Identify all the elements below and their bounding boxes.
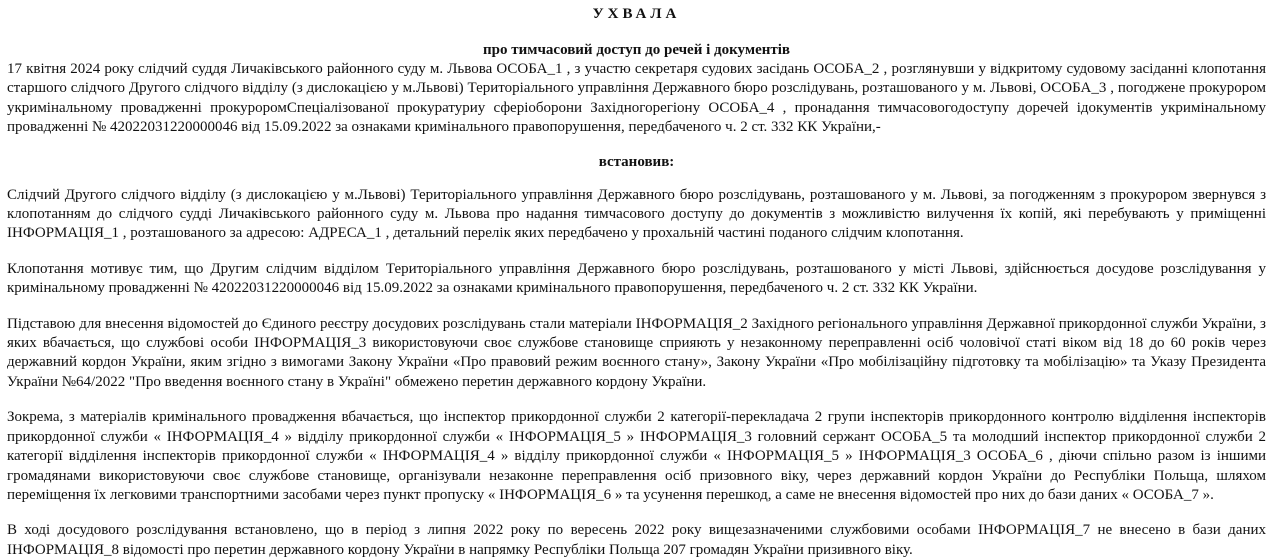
paragraph-1: Слідчий Другого слідчого відділу (з дислокацією у м.Львові) Територіального управління Державного бюро розслідувань, розташованого у м. Львові, за погодженням з прокурором звернувся з клопотанням до слідчого судді Личаківського районного суду м. Львова про надання тимчасового доступу до документів з можливістю вилучення їх копій, які перебувають у приміщенні ІНФОРМАЦІЯ_1 , розташованого за адресою: АДРЕСА_1 , детальний перелік яких передбачено у прохальній частині поданого слідчим клопотання. [7,186,1266,242]
document-title: УХВАЛА [592,6,681,22]
paragraph-5: В ході досудового розслідування встановлено, що в період з липня 2022 року по вересень 2022 року вищезазначеними службовими особами ІНФОРМАЦІЯ_7 не внесено в бази даних ІНФОРМАЦІЯ_8 відомості про перетин державного кордону України в напрямку Республіки Польща 207 громадян України призивного віку. [7,522,1266,558]
document-subtitle: про тимчасовий доступ до речей і документів [482,42,791,58]
intro-paragraph: 17 квітня 2024 року слідчий суддя Личаківського районного суду м. Львова ОСОБА_1 , з участю секретаря судових засідань ОСОБА_2 , розглянувши у відкритому судовому засіданні клопотання старшого слідчого Другого слідчого відділу (з дислокацією у м.Львові) Територіального управління Державного бюро розслідувань, розташованого у м. Львові, ОСОБА_3 , погоджене прокурором укримінальному провадженні прокуроромСпеціалізованої прокуратуриу сферіоборони Західногорегіону ОСОБА_4 , пронадання тимчасовогодоступу доречей ідокументів укримінальному провадженні № 42022031220000046 від 15.09.2022 за ознаками кримінального правопорушення, передбаченого ч. 2 ст. 332 КК України,- [7,61,1266,136]
paragraph-2: Клопотання мотивує тим, що Другим слідчим відділом Територіального управління Державного бюро розслідувань, розташованого у місті Львові, здійснюється досудове розслідування у кримінальному провадженні № 42022031220000046 від 15.09.2022 за ознаками кримінального правопорушення, передбаченого ч. 2 ст. 332 КК України. [7,260,1266,297]
paragraph-4: Зокрема, з матеріалів кримінального провадження вбачається, що інспектор прикордонної служби 2 категорії-перекладача 2 групи інспекторів прикордонного контролю відділення інспекторів прикордонної служби « ІНФОРМАЦІЯ_4 » відділу прикордонної служби « ІНФОРМАЦІЯ_5 » ІНФОРМАЦІЯ_3 головний сержант ОСОБА_5 та молодший інспектор прикордонної служби 2 категорії відділення інспекторів прикордонної служби « ІНФОРМАЦІЯ_4 » відділу прикордонної служби « ІНФОРМАЦІЯ_5 » ІНФОРМАЦІЯ_3 ОСОБА_6 , діючи спільно разом із іншими громадянами використовуючи своє службове становище, організували незаконне переправлення осіб призовного віку, через державний кордон України до Республіки Польща, шляхом переміщення їх легковими транспортними засобами через пункт пропуску « ІНФОРМАЦІЯ_6 » та усунення перешкод, а саме не внесення відомостей про них до бази даних « ОСОБА_7 ». [7,409,1266,503]
section-heading: встановив: [598,153,675,170]
paragraph-3: Підставою для внесення відомостей до Єдиного реєстру досудових розслідувань стали матеріали ІНФОРМАЦІЯ_2 Західного регіонального управління Державної прикордонної служби України, з яких вбачається, що службові особи ІНФОРМАЦІЯ_3 використовуючи своє службове становище сприяють у незаконному переправленні осіб чоловічої статі віком від 18 до 60 років через державний кордон України, яким згідно з вимогами Закону України «Про правовий режим воєнного стану», Закону України «Про мобілізаційну підготовку та мобілізацію» та Указу Президента України №64/2022 "Про введення воєнного стану в Україні" обмежено перетин державного кордону України. [7,315,1266,390]
